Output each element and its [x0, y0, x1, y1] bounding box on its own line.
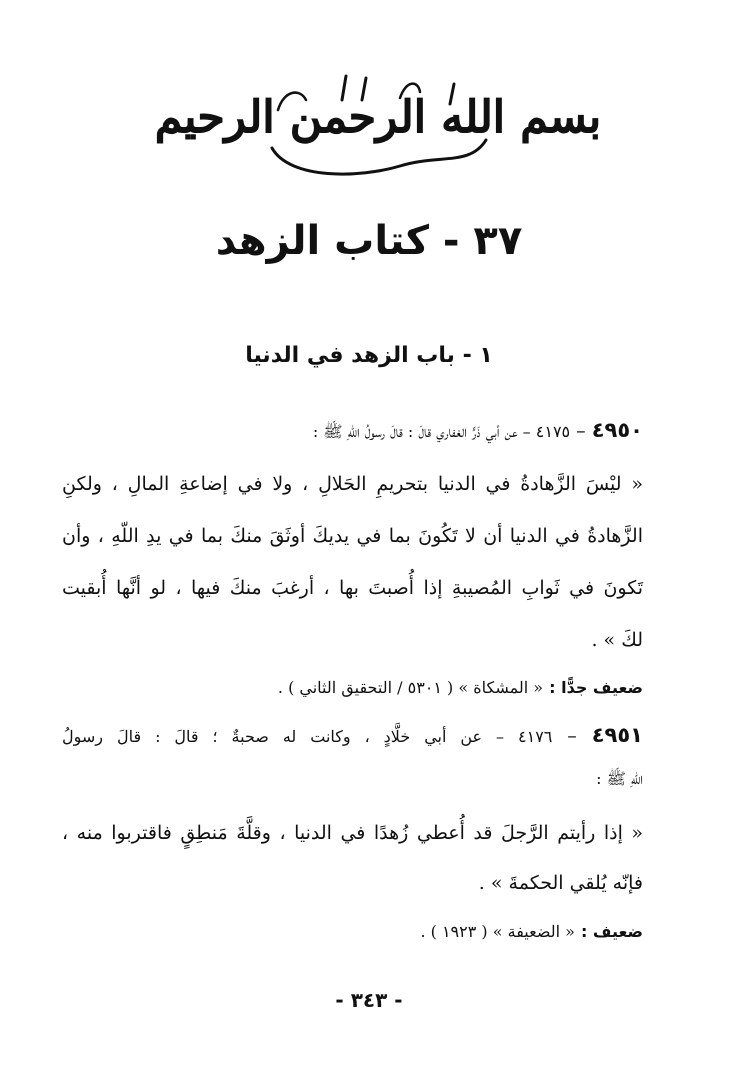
hadith-1-grading-source: « المشكاة » ( ٥٣٠١ / التحقيق الثاني ) . [277, 678, 544, 697]
svg-text:بسم الله الرحمن الرحيم: بسم الله الرحمن الرحيم [154, 92, 602, 143]
hadith-2-header [62, 723, 643, 748]
hadith-1-header [62, 418, 643, 443]
hadith-2-grading [62, 920, 643, 943]
hadith-2-reference: ٤١٧٦ – عن أبي خلَّادٍ ، وكانت له صحبةٌ ؛ قالَ : قالَ رسولُ [62, 727, 553, 746]
hadith-1-grading [62, 676, 643, 699]
hadith-1-text-line-1: « ليْسَ الزَّهادةُ في الدنيا بتحريمِ الحَلالِ ، ولا في إضاعةِ المالِ ، ولكنِ [62, 473, 643, 495]
chapter-title: ٣٧ - كتاب الزهد [215, 218, 523, 264]
hadith-1-text-line-2: الزَّهادةُ في الدنيا أن لا تَكُونَ بما في يديكَ أوثَقَ منكَ بما في يدِ اللّهِ ، وأن [62, 525, 643, 547]
hadith-2-grading-source: « الضعيفة » ( ١٩٢٣ ) . [420, 922, 575, 941]
hadith-1-text-line-3: تَكونَ في ثَوابِ المُصيبةِ إذا أُصبتَ بها ، أرغبَ منكَ فيها ، لو أنَّها أُبقيت [62, 577, 643, 599]
hadith-2-grading-label: ضعيف : [580, 922, 643, 941]
hadith-2-number: ٤٩٥١ [591, 723, 643, 747]
hadith-2-separator: – [567, 725, 577, 747]
hadith-2-text-line-2: فإنّه يُلقي الحكمةَ » . [478, 872, 643, 894]
hadith-2-text-line-1: « إذا رأيتم الرَّجلَ قد أُعطي زُهدًا في الدنيا ، وقلَّةَ مَنطِقٍ فاقتربوا منه ، [62, 822, 643, 844]
hadith-1-reference: ٤١٧٥ – عن أبي ذَرٍّ الغفاري قالَ : قالَ رسولُ اللهِ ﷺ : [312, 422, 571, 441]
page-number: - ٣٤٣ - [335, 988, 403, 1012]
bismillah-calligraphy [154, 70, 602, 180]
bismillah-calligraphy-icon [154, 70, 602, 180]
hadith-1-grading-label: ضعيف جدًّا : [549, 678, 643, 697]
hadith-2-reference-line-2: اللهِ ﷺ : [596, 769, 643, 788]
section-title: ١ - باب الزهد في الدنيا [245, 343, 493, 368]
hadith-1-separator: – [576, 420, 586, 442]
hadith-1-text-line-4: لكَ » . [591, 629, 643, 651]
hadith-1-number: ٤٩٥٠ [591, 418, 643, 442]
